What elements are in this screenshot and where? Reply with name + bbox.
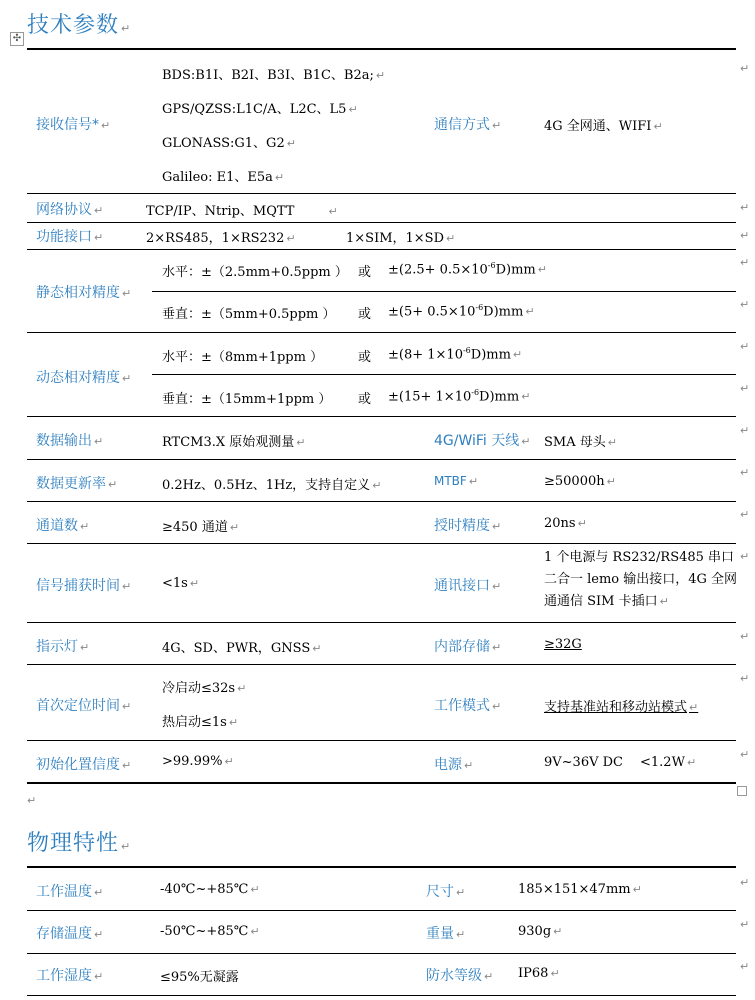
row-rule <box>27 995 736 996</box>
value-static-or: 或 <box>358 265 372 280</box>
row-rule <box>152 291 736 292</box>
value-comm-interface: 1 个电源与 RS232/RS485 串口二合一 lemo 输出接口，4G 全网通通信 SIM 卡插口 ↵ <box>544 550 738 609</box>
label-indicator: 指示灯 ↵ <box>36 639 90 655</box>
label-update-rate: 数据更新率 ↵ <box>36 476 118 492</box>
value-hot-start: 热启动≤1s ↵ <box>162 715 239 730</box>
label-work-mode: 工作模式 ↵ <box>434 698 502 714</box>
value-storage-temp: -50℃~+85℃ ↵ <box>160 924 260 939</box>
label-storage-temp: 存储温度 ↵ <box>36 926 104 942</box>
value-static-vertical-alt: $\pm(5+ 0.5\times 10^{-6}D)mm$ ↵ <box>388 303 535 320</box>
section-title-physical: 物理特性 ↵ <box>27 831 132 856</box>
value-update-rate: 0.2Hz、0.5Hz、1Hz，支持自定义 ↵ <box>162 478 382 493</box>
value-mtbf: ≥50000h ↵ <box>544 474 616 489</box>
value-init-confidence: >99.99% ↵ <box>162 754 234 769</box>
row-rule <box>27 740 736 741</box>
row-rule <box>27 222 736 223</box>
value-timing-accuracy: 20ns ↵ <box>544 516 587 531</box>
label-humidity: 工作湿度 ↵ <box>36 968 104 984</box>
row-rule <box>152 374 736 375</box>
label-function-interface: 功能接口 ↵ <box>36 229 104 245</box>
value-static-horizontal-alt: $\pm(2.5+ 0.5\times 10^{-6}D)mm$ ↵ <box>388 261 547 278</box>
table2-top-rule <box>27 866 736 868</box>
label-init-confidence: 初始化置信度 ↵ <box>36 757 132 773</box>
label-weight: 重量 ↵ <box>426 926 466 942</box>
label-acquisition-time: 信号捕获时间 ↵ <box>36 578 132 594</box>
value-gps: GPS/QZSS:L1C/A、L2C、L5 ↵ <box>162 102 358 117</box>
row-rule <box>27 622 736 623</box>
value-dynamic-horizontal: 水平：±（8mm+1ppm ） <box>162 350 324 365</box>
row-rule <box>27 910 736 911</box>
label-internal-storage: 内部存储 ↵ <box>434 639 502 655</box>
table-top-rule <box>27 48 736 50</box>
value-dynamic-or: 或 <box>358 350 372 365</box>
value-comm-mode: 4G 全网通、WIFI ↵ <box>544 119 663 134</box>
label-operating-temp: 工作温度 ↵ <box>36 884 104 900</box>
row-rule <box>27 664 736 665</box>
value-interface-sim: 1×SIM，1×SD ↵ <box>346 231 456 246</box>
value-galileo: Galileo: E1、E5a ↵ <box>162 170 285 185</box>
value-static-or-2: 或 <box>358 307 372 322</box>
row-rule <box>27 332 736 333</box>
value-cold-start: 冷启动≤32s ↵ <box>162 681 247 696</box>
label-comm-mode: 通信方式 ↵ <box>434 117 502 133</box>
label-comm-interface: 通讯接口 ↵ <box>434 578 502 594</box>
label-dimensions: 尺寸 ↵ <box>426 884 466 900</box>
value-channels: ≥450 通道 ↵ <box>162 520 240 535</box>
section-title-technical: 技术参数 ↵ <box>27 13 132 38</box>
value-dynamic-vertical: 垂直：±（15mm+1ppm ） <box>162 392 332 407</box>
value-network-protocol: TCP/IP、Ntrip、MQTT ↵ <box>146 204 338 219</box>
row-rule <box>27 501 736 502</box>
value-acquisition-time: <1s ↵ <box>162 576 200 591</box>
value-indicator: 4G、SD、PWR，GNSS ↵ <box>162 641 322 656</box>
table-move-handle-icon[interactable]: ✣ <box>10 32 24 46</box>
label-dynamic-accuracy: 动态相对精度 ↵ <box>36 370 132 386</box>
value-operating-temp: -40℃~+85℃ ↵ <box>160 882 260 897</box>
value-interface-serial: 2×RS485，1×RS232 ↵ <box>146 231 296 246</box>
label-waterproof: 防水等级 ↵ <box>426 968 494 984</box>
label-mtbf: MTBF ↵ <box>434 474 479 488</box>
value-power-voltage: 9V~36V DC <box>544 755 623 770</box>
value-power-consumption: <1.2W ↵ <box>640 755 697 770</box>
table-resize-handle[interactable] <box>737 786 747 796</box>
value-dynamic-horizontal-alt: $\pm(8+ 1\times 10^{-6}D)mm$ ↵ <box>388 346 523 363</box>
row-rule <box>27 249 736 250</box>
value-dimensions: 185×151×47mm ↵ <box>518 882 642 897</box>
label-static-accuracy: 静态相对精度 ↵ <box>36 285 132 301</box>
row-rule <box>27 416 736 417</box>
value-static-horizontal: 水平：±（2.5mm+0.5ppm ） <box>162 265 348 280</box>
label-data-output: 数据输出 ↵ <box>36 433 104 449</box>
label-power: 电源 ↵ <box>434 757 474 773</box>
value-static-vertical: 垂直：±（5mm+0.5ppm ） <box>162 307 336 322</box>
value-waterproof: IP68 ↵ <box>518 966 560 981</box>
row-rule <box>27 543 736 544</box>
value-internal-storage: ≥32G <box>544 637 582 652</box>
value-dynamic-or-2: 或 <box>358 392 372 407</box>
row-rule <box>27 953 736 954</box>
value-weight: 930g ↵ <box>518 924 563 939</box>
table-bottom-rule <box>27 782 736 784</box>
label-antenna: 4G/WiFi 天线 ↵ <box>434 433 531 449</box>
row-rule <box>27 193 736 194</box>
label-receive-signal: 接收信号* ↵ <box>36 117 111 133</box>
value-dynamic-vertical-alt: $\pm(15+ 1\times 10^{-6}D)mm$ ↵ <box>388 388 531 405</box>
value-data-output: RTCM3.X 原始观测量 ↵ <box>162 435 306 450</box>
label-network-protocol: 网络协议 ↵ <box>36 202 104 218</box>
label-ttff: 首次定位时间 ↵ <box>36 698 132 714</box>
value-humidity: ≤95%无凝露 <box>160 970 239 985</box>
row-rule <box>27 459 736 460</box>
label-timing-accuracy: 授时精度 ↵ <box>434 518 502 534</box>
label-channels: 通道数 ↵ <box>36 518 90 534</box>
value-bds: BDS:B1I、B2I、B3I、B1C、B2a; ↵ <box>162 68 386 83</box>
value-work-mode: 支持基准站和移动站模式 ↵ <box>544 700 699 715</box>
value-glonass: GLONASS:G1、G2 ↵ <box>162 136 296 151</box>
value-antenna: SMA 母头 ↵ <box>544 435 617 450</box>
